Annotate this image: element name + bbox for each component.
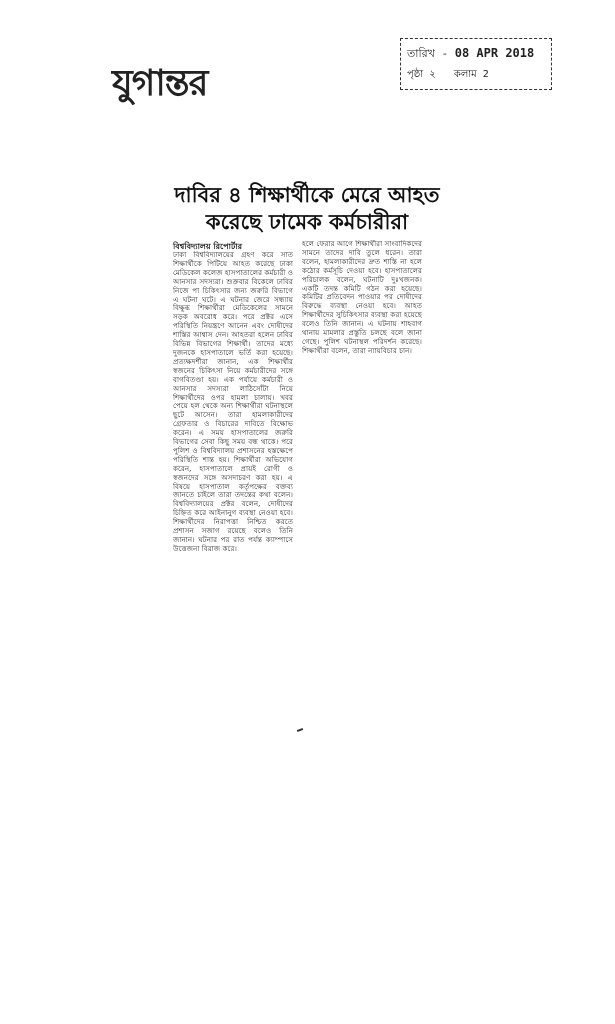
article-body-right: হলে ফেরার আগে শিক্ষার্থীরা সাংবাদিকদের সামনে তাদের দাবি তুলে ধরেন। তারা বলেন, হামলাকারীদের দ্রুত শাস্তি না হলে কঠোর কর্মসূচি দেওয়া হবে। হাসপাতালের পরিচালক বলেন, ঘটনাটি দুঃখজনক। একটি তদন্ত কমিটি গঠন করা হয়েছে। কমিটির প্রতিবেদন পাওয়ার পর দোষীদের বিরুদ্ধে ব্যবস্থা নেওয়া হবে। আহত শিক্ষার্থীদের সুচিকিৎসার ব্যবস্থা করা হয়েছে বলেও তিনি জানান। এ ঘটনায় শাহবাগ থানায় মামলার প্রস্তুতি চলছে বলে জানা গেছে। পুলিশ ঘটনাস্থল পরিদর্শন করেছে। শিক্ষার্থীরা বলেন, তারা ন্যায়বিচার চান।	[302, 240, 422, 355]
stamp-date-label: তারিখ	[407, 47, 435, 60]
article-body-left: ঢাকা বিশ্ববিদ্যালয়ের গ্রহণ করে সাত শিক্ষার্থীকে পিটিয়ে আহত করেছে ঢাকা মেডিকেল কলেজ হাসপাতালের কর্মচারী ও আনসার সদস্যরা। শুক্রবার বিকেলে ঢাবির নিজে পা চিকিৎসার জন্য জরুরি বিভাগে এ ঘটনা ঘটে। এ ঘটনার জেরে সন্ধ্যায় বিক্ষুব্ধ শিক্ষার্থীরা মেডিকেলের সামনে সড়ক অবরোধ করে। পরে প্রক্টর এসে পরিস্থিতি নিয়ন্ত্রণে আনেন এবং দোষীদের শাস্তির আশ্বাস দেন। আহতরা হলেন ঢাবির বিভিন্ন বিভাগের শিক্ষার্থী। তাদের মধ্যে দুজনকে হাসপাতালে ভর্তি করা হয়েছে। প্রত্যক্ষদর্শীরা জানান, এক শিক্ষার্থীর স্বজনের চিকিৎসা নিয়ে কর্মচারীদের সঙ্গে বাগবিতণ্ডা হয়। এক পর্যায়ে কর্মচারী ও আনসার সদস্যরা লাঠিসোঁটা নিয়ে শিক্ষার্থীদের ওপর হামলা চালায়। খবর পেয়ে হল থেকে অন্য শিক্ষার্থীরা ঘটনাস্থলে ছুটে আসেন। তারা হামলাকারীদের গ্রেফতার ও বিচারের দাবিতে বিক্ষোভ করেন। এ সময় হাসপাতালের জরুরি বিভাগের সেবা কিছু সময় বন্ধ থাকে। পরে পুলিশ ও বিশ্ববিদ্যালয় প্রশাসনের হস্তক্ষেপে পরিস্থিতি শান্ত হয়। শিক্ষার্থীরা অভিযোগ করেন, হাসপাতালে প্রায়ই রোগী ও স্বজনদের সঙ্গে অসদাচরণ করা হয়। এ বিষয়ে হাসপাতাল কর্তৃপক্ষের বক্তব্য জানতে চাইলে তারা তদন্তের কথা বলেন। বিশ্ববিদ্যালয়ের প্রক্টর বলেন, দোষীদের চিহ্নিত করে আইনানুগ ব্যবস্থা নেওয়া হবে। শিক্ষার্থীদের নিরাপত্তা নিশ্চিত করতে প্রশাসন সজাগ রয়েছে বলেও তিনি জানান। ঘটনার পর রাত পর্যন্ত ক্যাম্পাসে উত্তেজনা বিরাজ করে।	[173, 251, 293, 553]
article-body-right-column	[302, 240, 422, 465]
stamp-date-row: তারিখ - 08 APR 2018	[407, 46, 535, 60]
date-stamp	[400, 38, 552, 90]
stamp-date-value: 08 APR 2018	[454, 46, 535, 60]
stamp-page-label: পৃষ্ঠা	[407, 69, 424, 80]
headline-line-1: দাবির ৪ শিক্ষার্থীকে মেরে আহত	[174, 183, 440, 207]
article-byline: বিশ্ববিদ্যালয় রিপোর্টার	[173, 242, 243, 251]
article-body-left-column	[173, 251, 293, 721]
stamp-page-row	[407, 67, 489, 84]
print-speck	[297, 728, 303, 732]
article-headline	[162, 182, 452, 236]
headline-line-2: করেছে ঢামেক কর্মচারীরা	[205, 210, 409, 234]
article-clipping	[162, 182, 452, 236]
stamp-column-label: কলাম	[453, 69, 477, 80]
stamp-page-value: ২	[429, 69, 436, 80]
stamp-column-value: 2	[482, 69, 489, 80]
newspaper-masthead: যুগান্তর	[112, 62, 208, 104]
